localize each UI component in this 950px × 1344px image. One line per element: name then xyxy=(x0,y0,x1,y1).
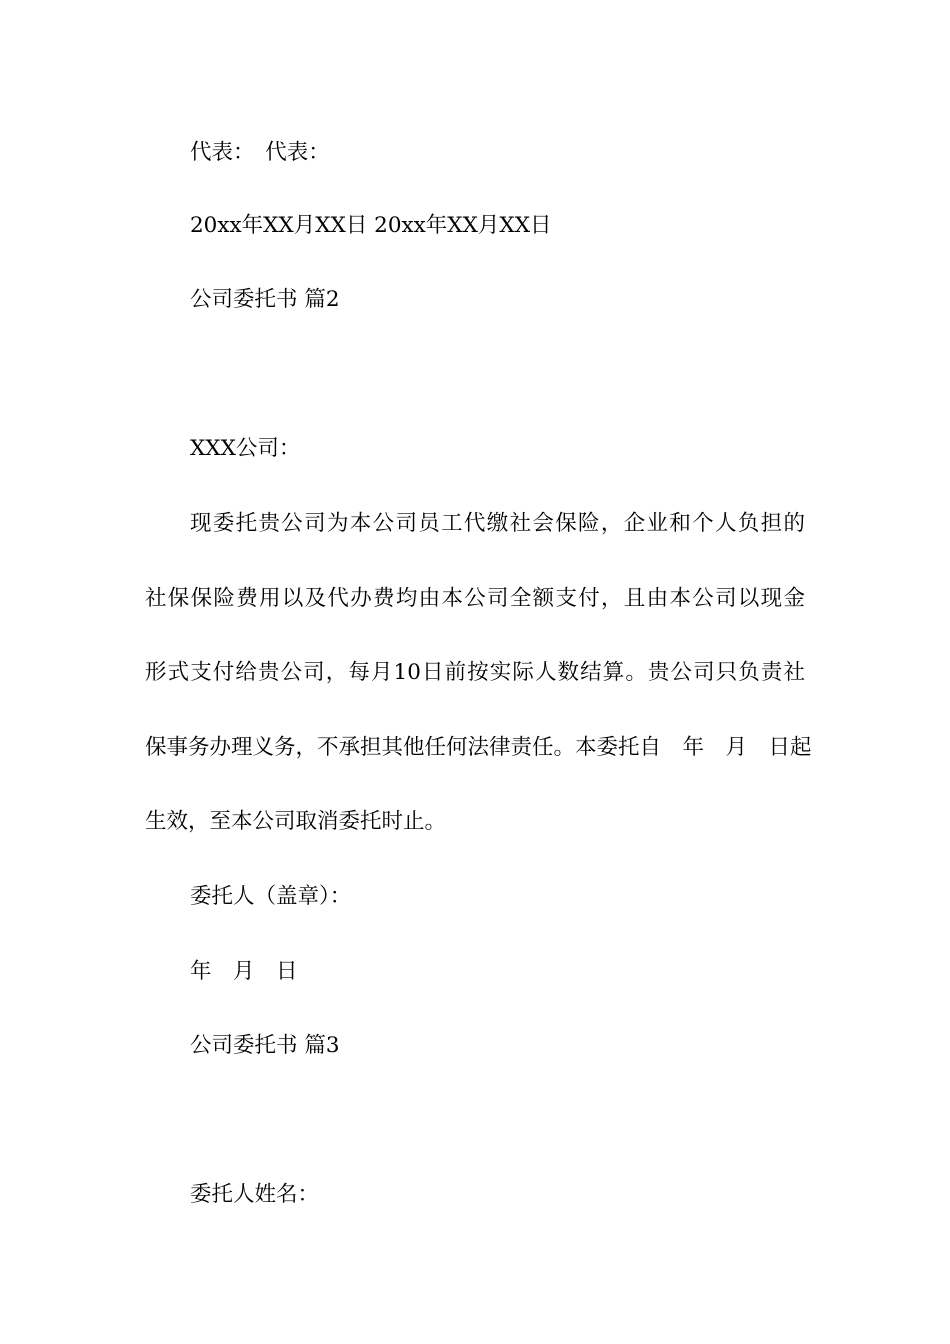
signature-dates-line: 20xx年XX月XX日 20xx年XX月XX日 xyxy=(190,213,552,238)
date-blank-line: 年 月 日 xyxy=(190,959,298,984)
section2-title: 公司委托书 篇2 xyxy=(190,287,340,312)
body-line-5: 生效，至本公司取消委托时止。 xyxy=(145,809,447,834)
section2-addressee: XXX公司： xyxy=(190,436,301,461)
principal-name-line: 委托人姓名： xyxy=(190,1182,320,1207)
body-line-4: 保事务办理义务，不承担其他任何法律责任。本委托自 年 月 日起 xyxy=(145,735,812,760)
section3-title: 公司委托书 篇3 xyxy=(190,1033,340,1058)
body-line-2: 社保保险费用以及代办费均由本公司全额支付，且由本公司以现金 xyxy=(145,586,805,611)
body-line-3: 形式支付给贵公司，每月10日前按实际人数结算。贵公司只负责社 xyxy=(145,660,805,685)
body-line-1: 现委托贵公司为本公司员工代缴社会保险，企业和个人负担的 xyxy=(190,511,805,536)
representatives-line: 代表： 代表： xyxy=(190,140,330,165)
principal-seal-line: 委托人（盖章）： xyxy=(190,884,352,909)
